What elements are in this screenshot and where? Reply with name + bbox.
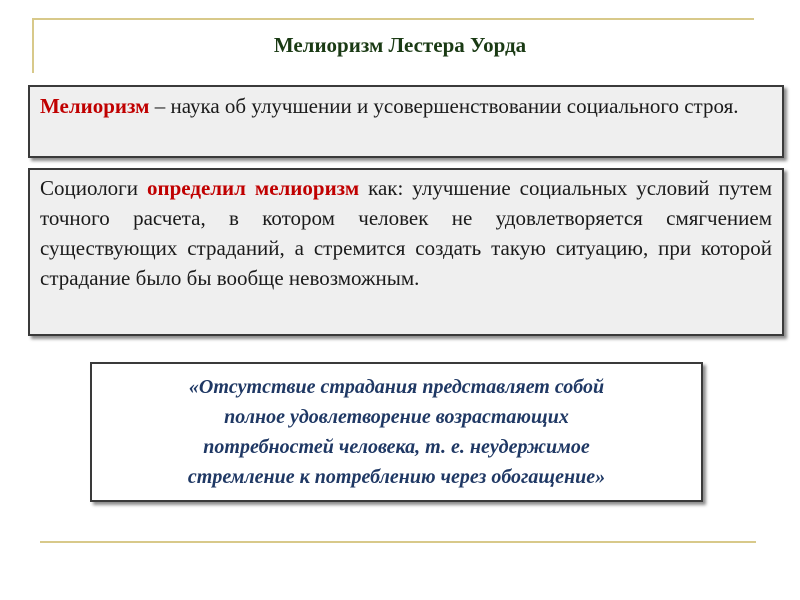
definition-paragraph xyxy=(40,91,772,121)
sociologist-box xyxy=(28,168,784,336)
quote-line-4: стремление к потреблению через обогащение» xyxy=(187,466,606,488)
top-gold-rule xyxy=(32,18,754,20)
quote-line-3: потребностей человека, т. е. неудержимое xyxy=(203,436,590,458)
sociologist-text: как: улучшение социальных условий путем точного расчета, в котором человек не удовлетворяется смягчением существующих страданий, а стремится создать такую ситуацию, при которой страдание было бы вообще невозможным. xyxy=(40,176,772,290)
definition-text: – наука об улучшении и усовершенствовании социального строя. xyxy=(149,94,739,118)
quote-line-2: полное удовлетворение возрастающих xyxy=(224,406,569,428)
sociologist-prefix: Социологи xyxy=(40,176,147,200)
quote-box xyxy=(90,362,703,502)
bottom-gold-rule xyxy=(40,541,756,543)
quote-text xyxy=(106,372,687,492)
sociologist-paragraph xyxy=(40,173,772,293)
definition-box xyxy=(28,85,784,158)
sociologist-highlight: определил мелиоризм xyxy=(147,176,360,200)
slide-title: Мелиоризм Лестера Уорда xyxy=(273,33,527,57)
definition-term: Мелиоризм xyxy=(40,94,150,118)
quote-line-1: «Отсутствие страдания представляет собой xyxy=(188,376,605,398)
